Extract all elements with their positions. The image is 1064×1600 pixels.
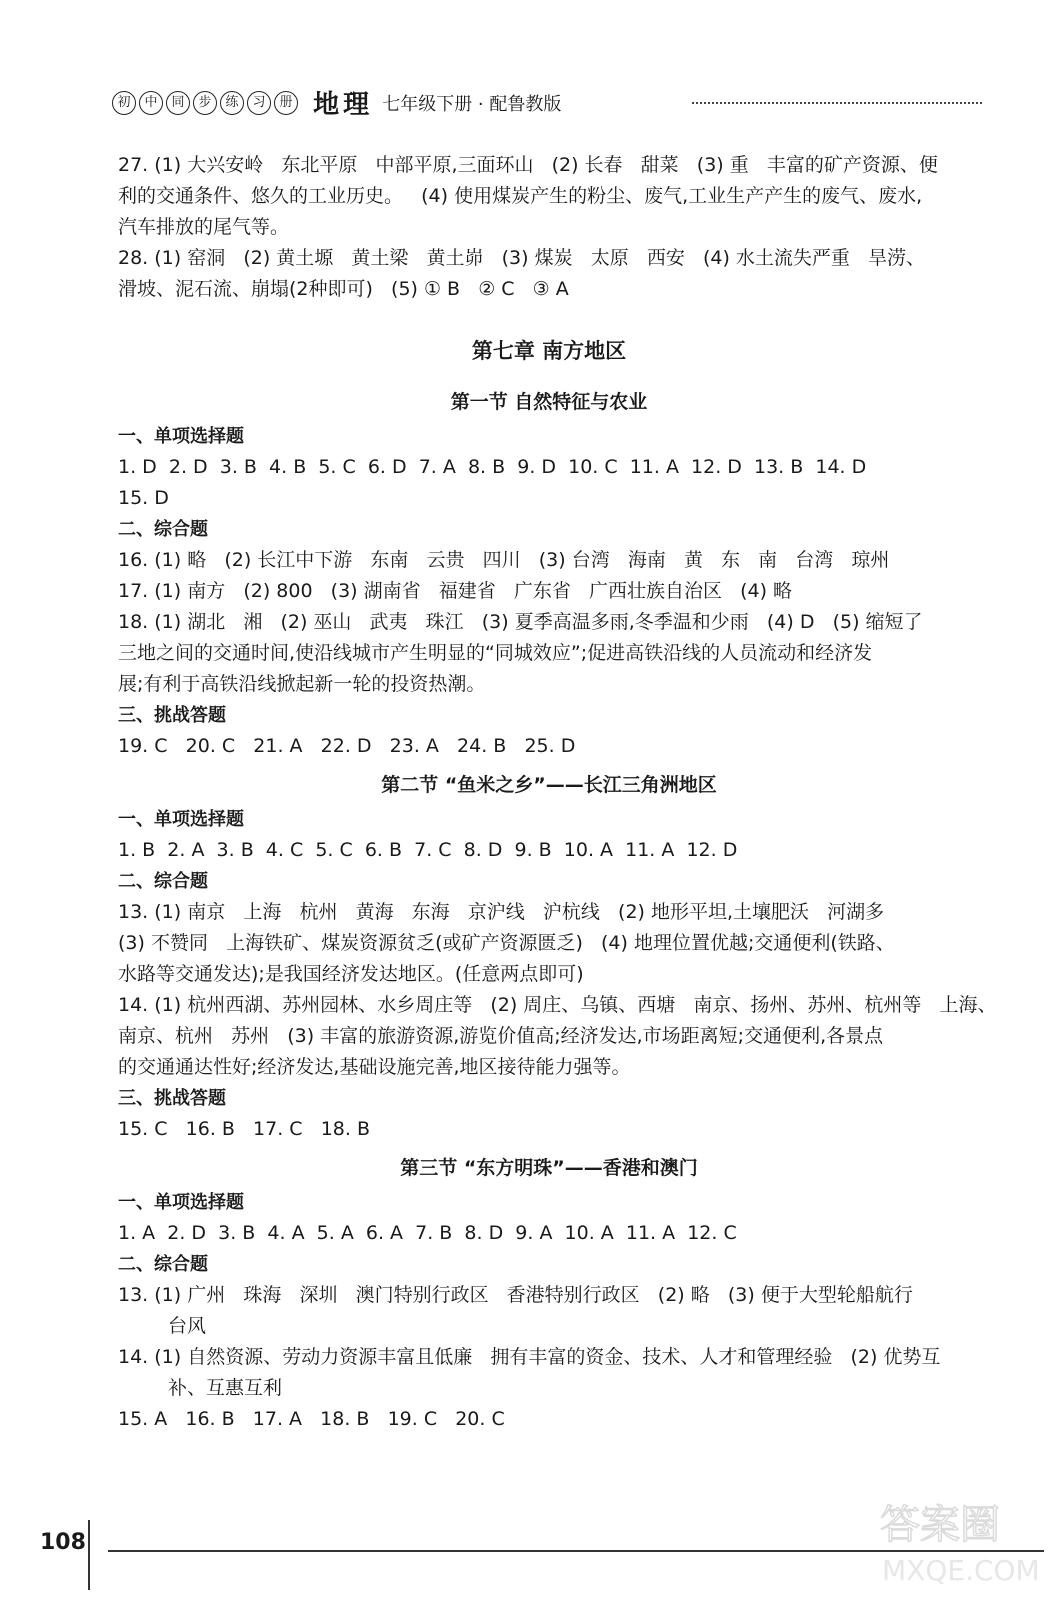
answer-line: 17. (1) 南方 (2) 800 (3) 湖南省 福建省 广东省 广西壮族自治区 (4) 略	[118, 580, 793, 602]
grade-label: 七年级下册 · 配鲁教版	[382, 93, 562, 115]
series-char: 同	[166, 91, 190, 115]
answer-line: 汽车排放的尾气等。	[118, 216, 290, 238]
question-type-heading: 二、综合题	[118, 1254, 208, 1275]
answer-line: 滑坡、泥石流、崩塌(2种即可) (5) ① B ② C ③ A	[118, 278, 569, 300]
question-type-heading: 三、挑战答题	[118, 1088, 226, 1109]
spiral-binding-icon	[88, 1520, 104, 1590]
answer-line: 14. (1) 杭州西湖、苏州园林、水乡周庄等 (2) 周庄、乌镇、西塘 南京、扬州、苏州、杭州等 上海、	[118, 994, 997, 1016]
section-title: 第二节 “鱼米之乡”——长江三角洲地区	[381, 774, 717, 796]
answer-line: 利的交通条件、悠久的工业历史。 (4) 使用煤炭产生的粉尘、废气,工业生产产生的废气、废水,	[118, 185, 923, 207]
answer-line: 南京、杭州 苏州 (3) 丰富的旅游资源,游览价值高;经济发达,市场距离短;交通便利,各景点	[118, 1025, 884, 1047]
answer-line: 16. (1) 略 (2) 长江中下游 东南 云贵 四川 (3) 台湾 海南 黄 东 南 台湾 琼州	[118, 549, 890, 571]
series-char: 练	[220, 91, 244, 115]
question-type-heading: 一、单项选择题	[118, 426, 244, 447]
question-type-heading: 一、单项选择题	[118, 809, 244, 830]
question-type-heading: 一、单项选择题	[118, 1192, 244, 1213]
answer-line: 15. A 16. B 17. A 18. B 19. C 20. C	[118, 1408, 505, 1430]
answer-line: 15. D	[118, 487, 169, 509]
answer-line: 13. (1) 广州 珠海 深圳 澳门特别行政区 香港特别行政区 (2) 略 (3) 便于大型轮船航行	[118, 1284, 913, 1306]
chapter-title: 第七章 南方地区	[471, 339, 627, 363]
answer-line: 18. (1) 湖北 湘 (2) 巫山 武夷 珠江 (3) 夏季高温多雨,冬季温和少雨 (4) D (5) 缩短了	[118, 611, 923, 633]
header-dotted-rule	[692, 102, 982, 104]
series-char: 步	[193, 91, 217, 115]
series-char: 中	[139, 91, 163, 115]
answer-line: 补、互惠互利	[168, 1377, 283, 1399]
answer-line: 的交通通达性好;经济发达,基础设施完善,地区接待能力强等。	[118, 1056, 631, 1078]
section-title: 第三节 “东方明珠”——香港和澳门	[400, 1157, 698, 1179]
answer-line: 水路等交通发达);是我国经济发达地区。(任意两点即可)	[118, 963, 584, 985]
watermark-text: 答案圈	[880, 1502, 1000, 1548]
answer-line: 台风	[168, 1315, 207, 1337]
answer-line: 19. C 20. C 21. A 22. D 23. A 24. B 25. D	[118, 735, 576, 757]
answer-line: (3) 不赞同 上海铁矿、煤炭资源贫乏(或矿产资源匮乏) (4) 地理位置优越;交通便利(铁路、	[118, 932, 895, 954]
answer-line: 14. (1) 自然资源、劳动力资源丰富且低廉 拥有丰富的资金、技术、人才和管理经验 (2) 优势互	[118, 1346, 941, 1368]
answer-line: 三地之间的交通时间,使沿线城市产生明显的“同城效应”;促进高铁沿线的人员流动和经济发	[118, 642, 873, 664]
answer-line: 15. C 16. B 17. C 18. B	[118, 1118, 370, 1140]
watermark-logo	[870, 1490, 1050, 1590]
answer-line: 28. (1) 窑洞 (2) 黄土塬 黄土梁 黄土峁 (3) 煤炭 太原 西安 (4) 水土流失严重 旱涝、	[118, 247, 926, 269]
answer-line: 27. (1) 大兴安岭 东北平原 中部平原,三面环山 (2) 长春 甜菜 (3) 重 丰富的矿产资源、便	[118, 154, 938, 176]
section-title: 第一节 自然特征与农业	[450, 391, 648, 413]
series-char: 习	[247, 91, 271, 115]
page-number: 108	[40, 1530, 86, 1555]
answer-line: 1. D 2. D 3. B 4. B 5. C 6. D 7. A 8. B 9. D 10. C 11. A 12. D 13. B 14. D	[118, 456, 867, 478]
watermark-url: MXQE.COM	[882, 1554, 1040, 1587]
answer-line: 13. (1) 南京 上海 杭州 黄海 东海 京沪线 沪杭线 (2) 地形平坦,土壤肥沃 河湖多	[118, 901, 885, 923]
page-header	[112, 84, 982, 118]
answer-line: 1. B 2. A 3. B 4. C 5. C 6. B 7. C 8. D 9. B 10. A 11. A 12. D	[118, 839, 738, 861]
subject-title: 地理	[313, 90, 374, 120]
question-type-heading: 二、综合题	[118, 871, 208, 892]
page-footer	[0, 1480, 1064, 1600]
answer-line: 1. A 2. D 3. B 4. A 5. A 6. A 7. B 8. D 9. A 10. A 11. A 12. C	[118, 1222, 737, 1244]
answer-line: 展;有利于高铁沿线掀起新一轮的投资热潮。	[118, 673, 486, 695]
question-type-heading: 二、综合题	[118, 519, 208, 540]
series-char: 初	[112, 91, 136, 115]
series-title	[112, 91, 298, 115]
answer-content	[118, 150, 997, 1435]
series-char: 册	[274, 91, 298, 115]
question-type-heading: 三、挑战答题	[118, 705, 226, 726]
